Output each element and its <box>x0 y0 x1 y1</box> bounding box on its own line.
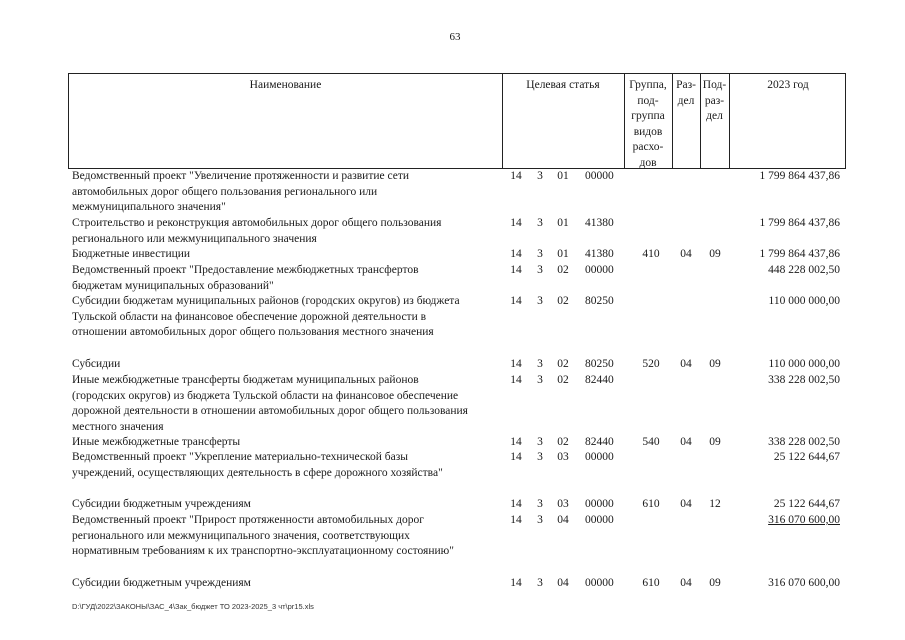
row-name: Субсидии бюджетам муниципальных районов (городских округов) из бюджета Тульской области на финансовое обеспечение дорожной деятельности в отношении автомобильных дорог общего пользования местного значения <box>72 295 460 338</box>
code-program: 14 <box>510 264 522 276</box>
code-direction: 00000 <box>585 451 614 463</box>
expense-group: 610 <box>642 577 660 589</box>
code-event: 01 <box>557 248 569 260</box>
subsection: 09 <box>709 436 721 448</box>
code-event: 02 <box>557 358 569 370</box>
amount: 25 122 644,67 <box>773 451 840 463</box>
code-direction: 41380 <box>585 217 614 229</box>
code-type: 3 <box>537 498 543 510</box>
code-direction: 80250 <box>585 358 614 370</box>
code-direction: 00000 <box>585 264 614 276</box>
code-type: 3 <box>537 358 543 370</box>
amount: 338 228 002,50 <box>768 374 840 386</box>
header-subsection: Под- раз- дел <box>702 79 727 122</box>
code-program: 14 <box>510 248 522 260</box>
amount: 316 070 600,00 <box>768 577 840 589</box>
row-name: Строительство и реконструкция автомобильных дорог общего пользования регионального или межмуниципального значения <box>72 217 442 245</box>
header-year: 2023 год <box>767 79 809 91</box>
code-type: 3 <box>537 451 543 463</box>
code-event: 03 <box>557 451 569 463</box>
code-direction: 80250 <box>585 295 614 307</box>
code-event: 01 <box>557 217 569 229</box>
row-name: Субсидии <box>72 358 121 370</box>
row-name: Иные межбюджетные трансферты <box>72 436 241 448</box>
code-program: 14 <box>510 358 522 370</box>
expense-group: 540 <box>642 436 660 448</box>
page-number: 63 <box>449 31 461 43</box>
section: 04 <box>680 577 692 589</box>
table-header <box>68 73 846 169</box>
code-program: 14 <box>510 514 522 526</box>
subsection: 09 <box>709 358 721 370</box>
code-program: 14 <box>510 374 522 386</box>
row-name: Субсидии бюджетным учреждениям <box>72 498 251 510</box>
section: 04 <box>680 436 692 448</box>
code-type: 3 <box>537 374 543 386</box>
code-program: 14 <box>510 451 522 463</box>
header-target-article: Целевая статья <box>526 79 600 91</box>
amount: 1 799 864 437,86 <box>759 248 840 260</box>
amount: 316 070 600,00 <box>768 514 840 526</box>
subsection: 12 <box>709 498 721 510</box>
code-program: 14 <box>510 498 522 510</box>
code-type: 3 <box>537 248 543 260</box>
code-direction: 00000 <box>585 170 614 182</box>
amount: 1 799 864 437,86 <box>759 170 840 182</box>
code-direction: 82440 <box>585 374 614 386</box>
row-name: Ведомственный проект "Прирост протяженности автомобильных дорог регионального или межмуниципального значения, соответствующих нормативным требованиям к их транспортно-эксплуатационному состоянию" <box>72 514 454 557</box>
code-type: 3 <box>537 217 543 229</box>
code-direction: 00000 <box>585 577 614 589</box>
row-name: Ведомственный проект "Предоставление межбюджетных трансфертов бюджетам муниципальных образований" <box>72 264 419 292</box>
amount: 110 000 000,00 <box>768 358 840 370</box>
code-event: 02 <box>557 295 569 307</box>
code-event: 03 <box>557 498 569 510</box>
subsection: 09 <box>709 248 721 260</box>
code-event: 02 <box>557 436 569 448</box>
code-direction: 00000 <box>585 498 614 510</box>
code-program: 14 <box>510 436 522 448</box>
row-name: Субсидии бюджетным учреждениям <box>72 577 251 589</box>
amount: 448 228 002,50 <box>768 264 840 276</box>
code-direction: 41380 <box>585 248 614 260</box>
header-expense-group: Группа, под- группа видов расхо- дов <box>629 79 667 169</box>
code-program: 14 <box>510 577 522 589</box>
code-type: 3 <box>537 264 543 276</box>
code-type: 3 <box>537 436 543 448</box>
expense-group: 410 <box>642 248 660 260</box>
code-direction: 82440 <box>585 436 614 448</box>
code-program: 14 <box>510 295 522 307</box>
expense-group: 610 <box>642 498 660 510</box>
row-name: Иные межбюджетные трансферты бюджетам муниципальных районов (городских округов) из бюджета Тульской области на финансовое обеспечение дорожной деятельности в отношении автомобильных дорог общего пользования местного значения <box>72 374 468 433</box>
code-event: 01 <box>557 170 569 182</box>
section: 04 <box>680 248 692 260</box>
expense-group: 520 <box>642 358 660 370</box>
code-event: 04 <box>557 514 569 526</box>
row-name: Ведомственный проект "Увеличение протяженности и развитие сети автомобильных дорог общего пользования регионального или межмуниципального значения" <box>72 170 410 213</box>
code-type: 3 <box>537 577 543 589</box>
section: 04 <box>680 498 692 510</box>
amount: 338 228 002,50 <box>768 436 840 448</box>
code-event: 02 <box>557 374 569 386</box>
section: 04 <box>680 358 692 370</box>
code-event: 02 <box>557 264 569 276</box>
amount: 25 122 644,67 <box>773 498 840 510</box>
code-direction: 00000 <box>585 514 614 526</box>
row-name: Ведомственный проект "Укрепление материально-технической базы учреждений, осуществляющих деятельность в сфере дорожного хозяйства" <box>72 451 443 479</box>
row-name: Бюджетные инвестиции <box>72 248 191 260</box>
amount: 1 799 864 437,86 <box>759 217 840 229</box>
amount: 110 000 000,00 <box>768 295 840 307</box>
header-name: Наименование <box>249 79 322 91</box>
code-type: 3 <box>537 295 543 307</box>
code-program: 14 <box>510 217 522 229</box>
code-type: 3 <box>537 514 543 526</box>
header-section: Раз- дел <box>676 79 696 107</box>
code-type: 3 <box>537 170 543 182</box>
code-program: 14 <box>510 170 522 182</box>
file-path-footer: D:\ГУД\2022\ЗАКОНЫ\ЗАС_4\Зак_бюджет ТО 2023-2025_3 чт\pr15.xls <box>72 602 314 611</box>
subsection: 09 <box>709 577 721 589</box>
code-event: 04 <box>557 577 569 589</box>
